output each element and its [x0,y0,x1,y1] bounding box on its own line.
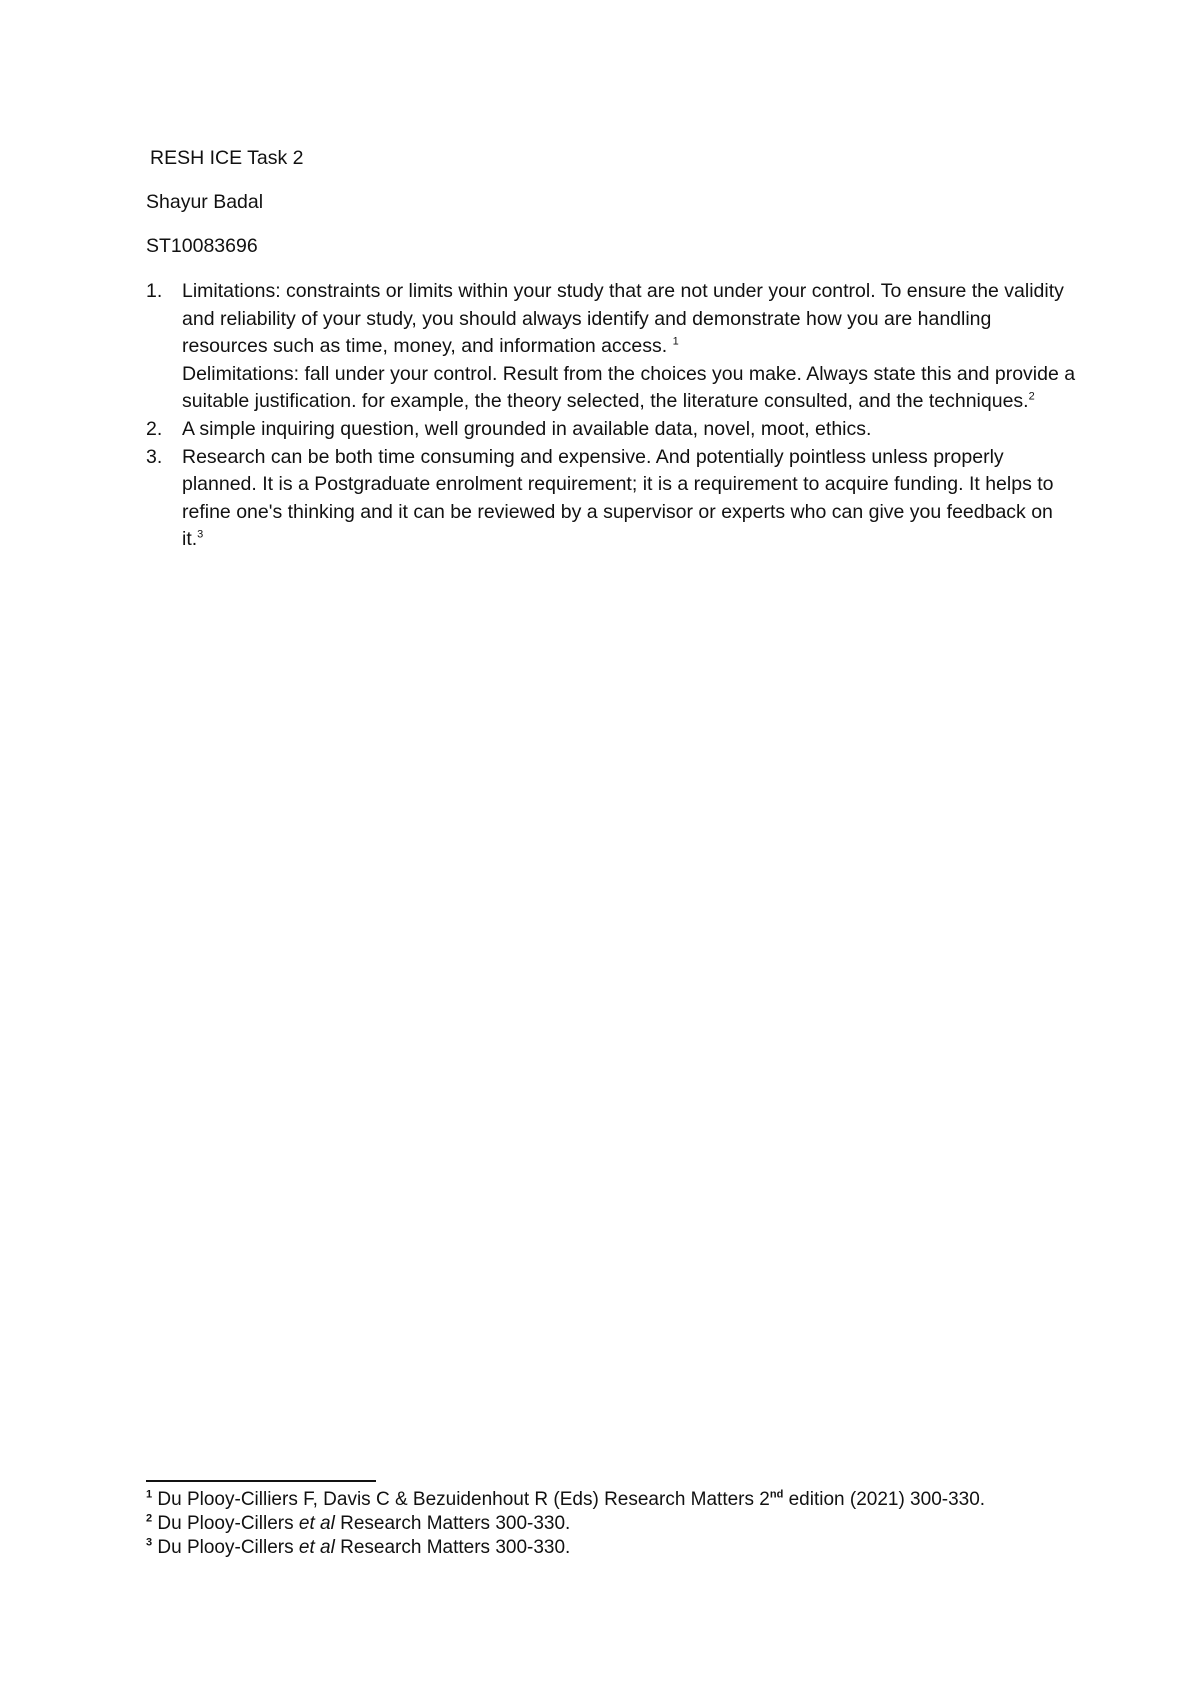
list-item [146,278,1076,416]
footnote-separator [146,1480,376,1482]
footnote-text: edition (2021) 300-330. [788,1489,986,1510]
limitations-paragraph [182,278,1076,361]
footnote-ref: 3 [197,528,204,541]
footnote-text: Du Plooy-Cilliers F, Davis C & Bezuidenhout R (Eds) Research Matters 2 [157,1489,770,1510]
list-item [146,416,1076,444]
document-title: RESH ICE Task 2 [150,147,304,169]
delimitations-text: Delimitations: fall under your control. Result from the choices you make. Always state this and provide a suitable justification. for example, the theory selected, the literature consulted, and the techniques. [182,362,1076,413]
list-number: 2. [146,417,163,440]
delimitations-paragraph [182,361,1076,416]
student-id: ST10083696 [146,235,258,257]
footnote-italic: et al [298,1537,335,1558]
answer-list [146,278,1076,554]
footnote-text: Research Matters 300-330. [340,1513,571,1534]
list-number: 1. [146,280,163,302]
footnote-text: Du Plooy-Cillers [157,1513,294,1534]
footnote-italic: et al [298,1513,335,1534]
footnote-mark: 3 [146,1536,153,1549]
footnote-2 [146,1512,1086,1536]
footnote-ref: 2 [1028,390,1035,403]
author-name: Shayur Badal [146,191,264,213]
footnote-text: Du Plooy-Cillers [157,1537,294,1558]
footnote-mark: 1 [146,1488,153,1501]
list-item [146,444,1076,554]
answer-text: Research can be both time consuming and expensive. And potentially pointless unless properly planned. It is a Postgraduate enrolment requirement; it is a requirement to acquire funding. It helps to refine one's thinking and it can be reviewed by a supervisor or experts who can give you feedback on it. [182,445,1054,551]
footnote-3 [146,1536,1086,1560]
answer-paragraph [182,444,1076,554]
footnote-ordinal: nd [769,1488,784,1501]
footnote-text: Research Matters 300-330. [340,1537,571,1558]
footnote-ref: 1 [672,335,679,348]
footnotes [146,1488,1086,1560]
footnote-mark: 2 [146,1512,153,1525]
answer-text: A simple inquiring question, well grounded in available data, novel, moot, ethics. [182,417,872,440]
footnote-1 [146,1488,1086,1512]
limitations-text: Limitations: constraints or limits within your study that are not under your control. To ensure the validity and reliability of your study, you should always identify and demonstrate how you are handling resources such as time, money, and information access. [182,280,1064,358]
list-number: 3. [146,445,163,468]
